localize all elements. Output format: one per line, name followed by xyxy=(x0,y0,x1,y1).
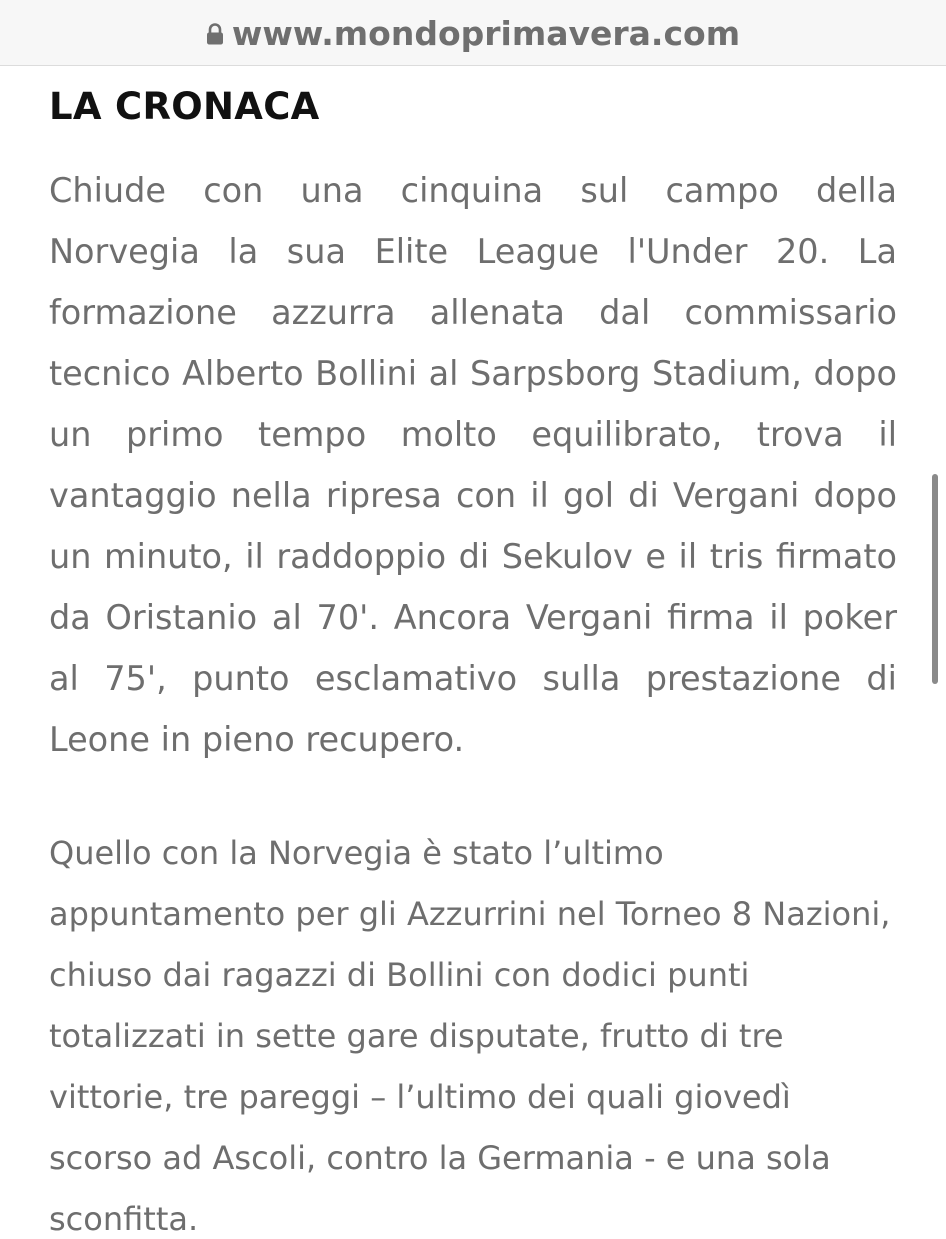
url-text: www.mondoprimavera.com xyxy=(231,14,741,53)
article-paragraph-2: Quello con la Norvegia è stato l’ultimo appuntamento per gli Azzurrini nel Torneo 8 Nazioni, chiuso dai ragazzi di Bollini con dodici punti totalizzati in sette gare disputate, frutto di tre vittorie, tre pareggi – l’ultimo dei quali giovedì scorso ad Ascoli, contro la Germania - e una sola sconfitta. xyxy=(49,834,891,1238)
page-scrollbar[interactable] xyxy=(932,474,938,684)
article-paragraph-1: Chiude con una cinquina sul campo della Norvegia la sua Elite League l'Under 20. La formazione azzurra allenata dal commissario tecnico Alberto Bollini al Sarpsborg Stadium, dopo un primo tempo molto equilibrato, trova il vantaggio nella ripresa con il gol di Vergani dopo un minuto, il raddoppio di Sekulov e il tris firmato da Oristanio al 70'. Ancora Vergani firma il poker al 75', punto esclamativo sulla prestazione di Leone in pieno recupero. xyxy=(49,171,897,759)
address-bar-content xyxy=(0,14,946,54)
browser-address-bar[interactable] xyxy=(0,0,946,66)
section-title: LA CRONACA xyxy=(49,85,320,128)
lock-icon xyxy=(206,23,224,45)
